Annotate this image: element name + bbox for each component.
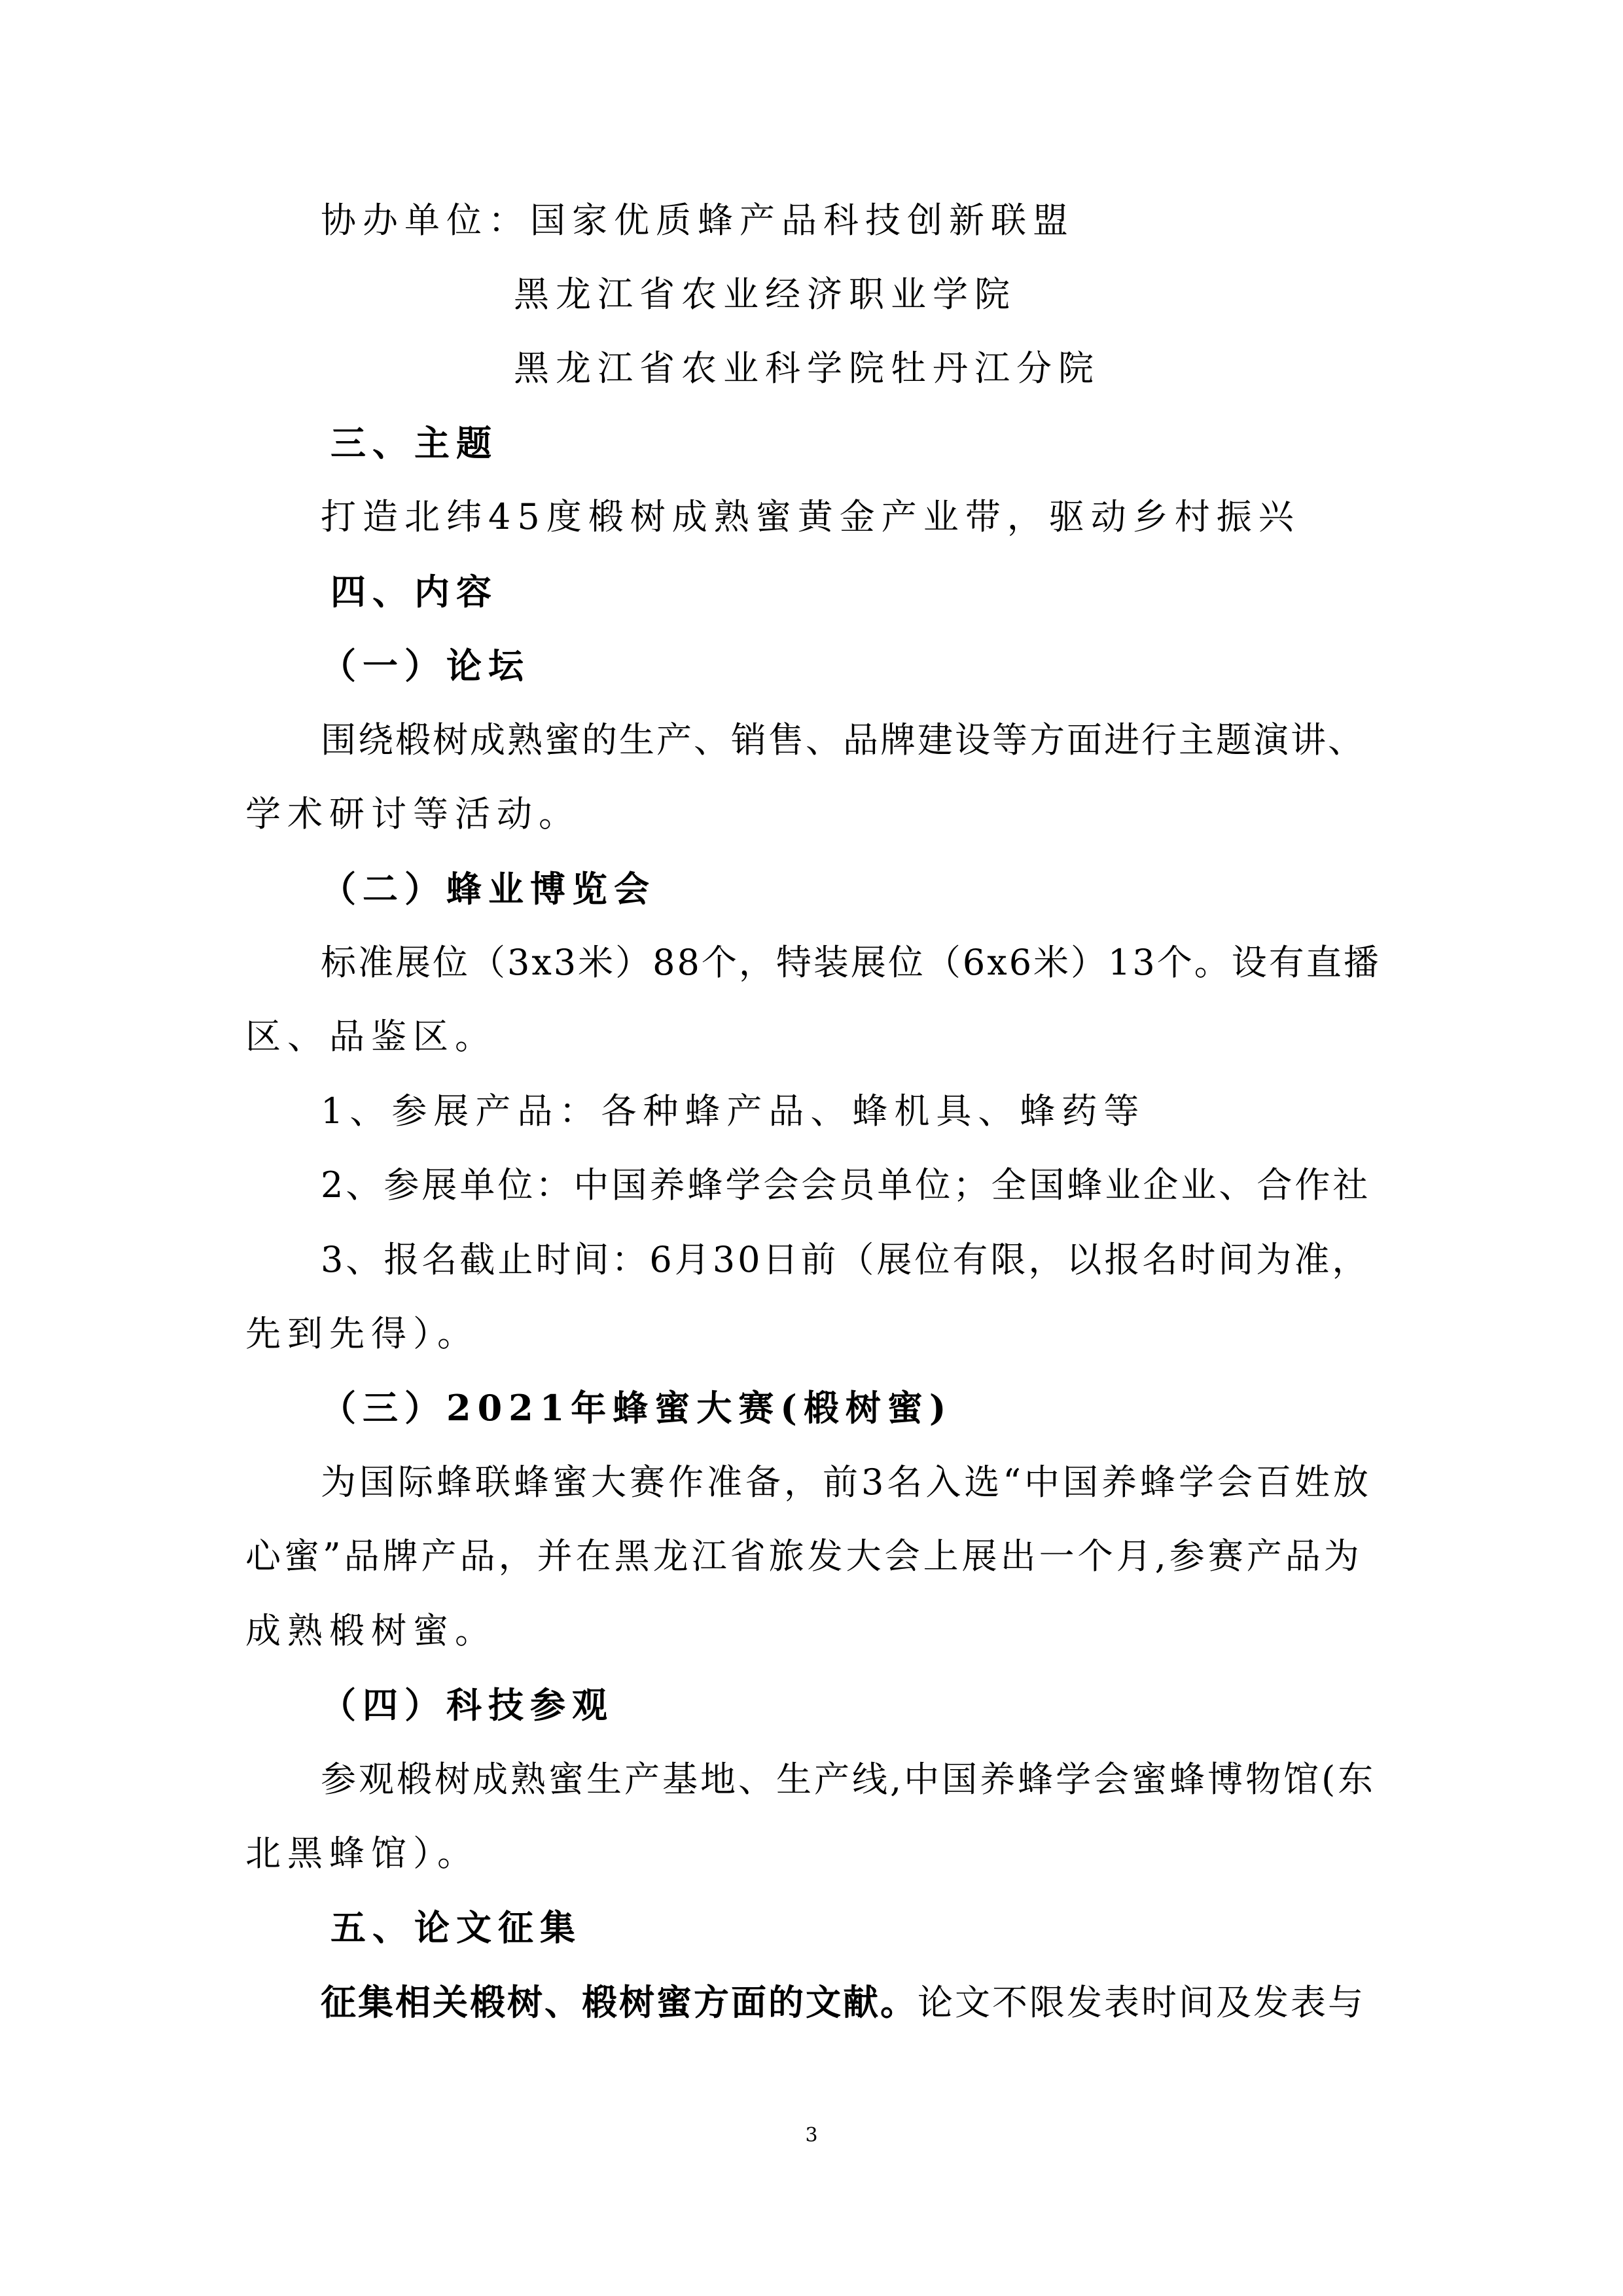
heading-content: 四、内容 — [330, 571, 498, 613]
expo-item-1: 1、参展产品：各种蜂产品、蜂机具、蜂药等 — [321, 1090, 1146, 1132]
expo-item-2: 2、参展单位：中国养蜂学会会员单位；全国蜂业企业、合作社 — [321, 1164, 1371, 1206]
visit-text-1: 参观椴树成熟蜜生产基地、生产线,中国养蜂学会蜜蜂博物馆(东 — [321, 1759, 1376, 1800]
expo-item-3-cont: 先到先得）。 — [245, 1313, 479, 1354]
subheading-expo: （二）蜂业博览会 — [321, 868, 656, 910]
subheading-contest: （三）2021年蜂蜜大赛(椴树蜜) — [321, 1387, 953, 1429]
line-co-organizer-2: 黑龙江省农业经济职业学院 — [514, 274, 1016, 315]
forum-text-1: 围绕椴树成熟蜜的生产、销售、品牌建设等方面进行主题演讲、 — [321, 719, 1365, 761]
contest-text-3: 成熟椴树蜜。 — [245, 1610, 497, 1651]
papers-text-bold: 征集相关椴树、椴树蜜方面的文献。 — [321, 1981, 918, 2023]
subheading-forum: （一）论坛 — [321, 645, 530, 687]
page-number: 3 — [805, 2124, 818, 2147]
expo-text-1: 标准展位（3x3米）88个，特装展位（6x6米）13个。设有直播 — [321, 942, 1381, 983]
contest-text-1: 为国际蜂联蜂蜜大赛作准备，前3名入选“中国养蜂学会百姓放 — [321, 1462, 1372, 1503]
papers-text — [321, 1981, 1365, 2023]
line-co-organizer: 协办单位：国家优质蜂产品科技创新联盟 — [321, 200, 1075, 241]
papers-text-rest: 论文不限发表时间及发表与 — [918, 1982, 1365, 2023]
line-co-organizer-3: 黑龙江省农业科学院牡丹江分院 — [514, 348, 1100, 389]
theme-text: 打造北纬45度椴树成熟蜜黄金产业带，驱动乡村振兴 — [321, 496, 1300, 537]
heading-theme: 三、主题 — [330, 422, 498, 464]
heading-papers: 五、论文征集 — [330, 1907, 582, 1948]
visit-text-2: 北黑蜂馆）。 — [245, 1833, 479, 1874]
subheading-visit: （四）科技参观 — [321, 1684, 614, 1726]
forum-text-2: 学术研讨等活动。 — [245, 793, 580, 834]
expo-item-3: 3、报名截止时间：6月30日前（展位有限，以报名时间为准， — [321, 1239, 1370, 1280]
contest-text-2: 心蜜”品牌产品，并在黑龙江省旅发大会上展出一个月,参赛产品为 — [245, 1535, 1363, 1577]
expo-text-2: 区、品鉴区。 — [245, 1016, 497, 1057]
